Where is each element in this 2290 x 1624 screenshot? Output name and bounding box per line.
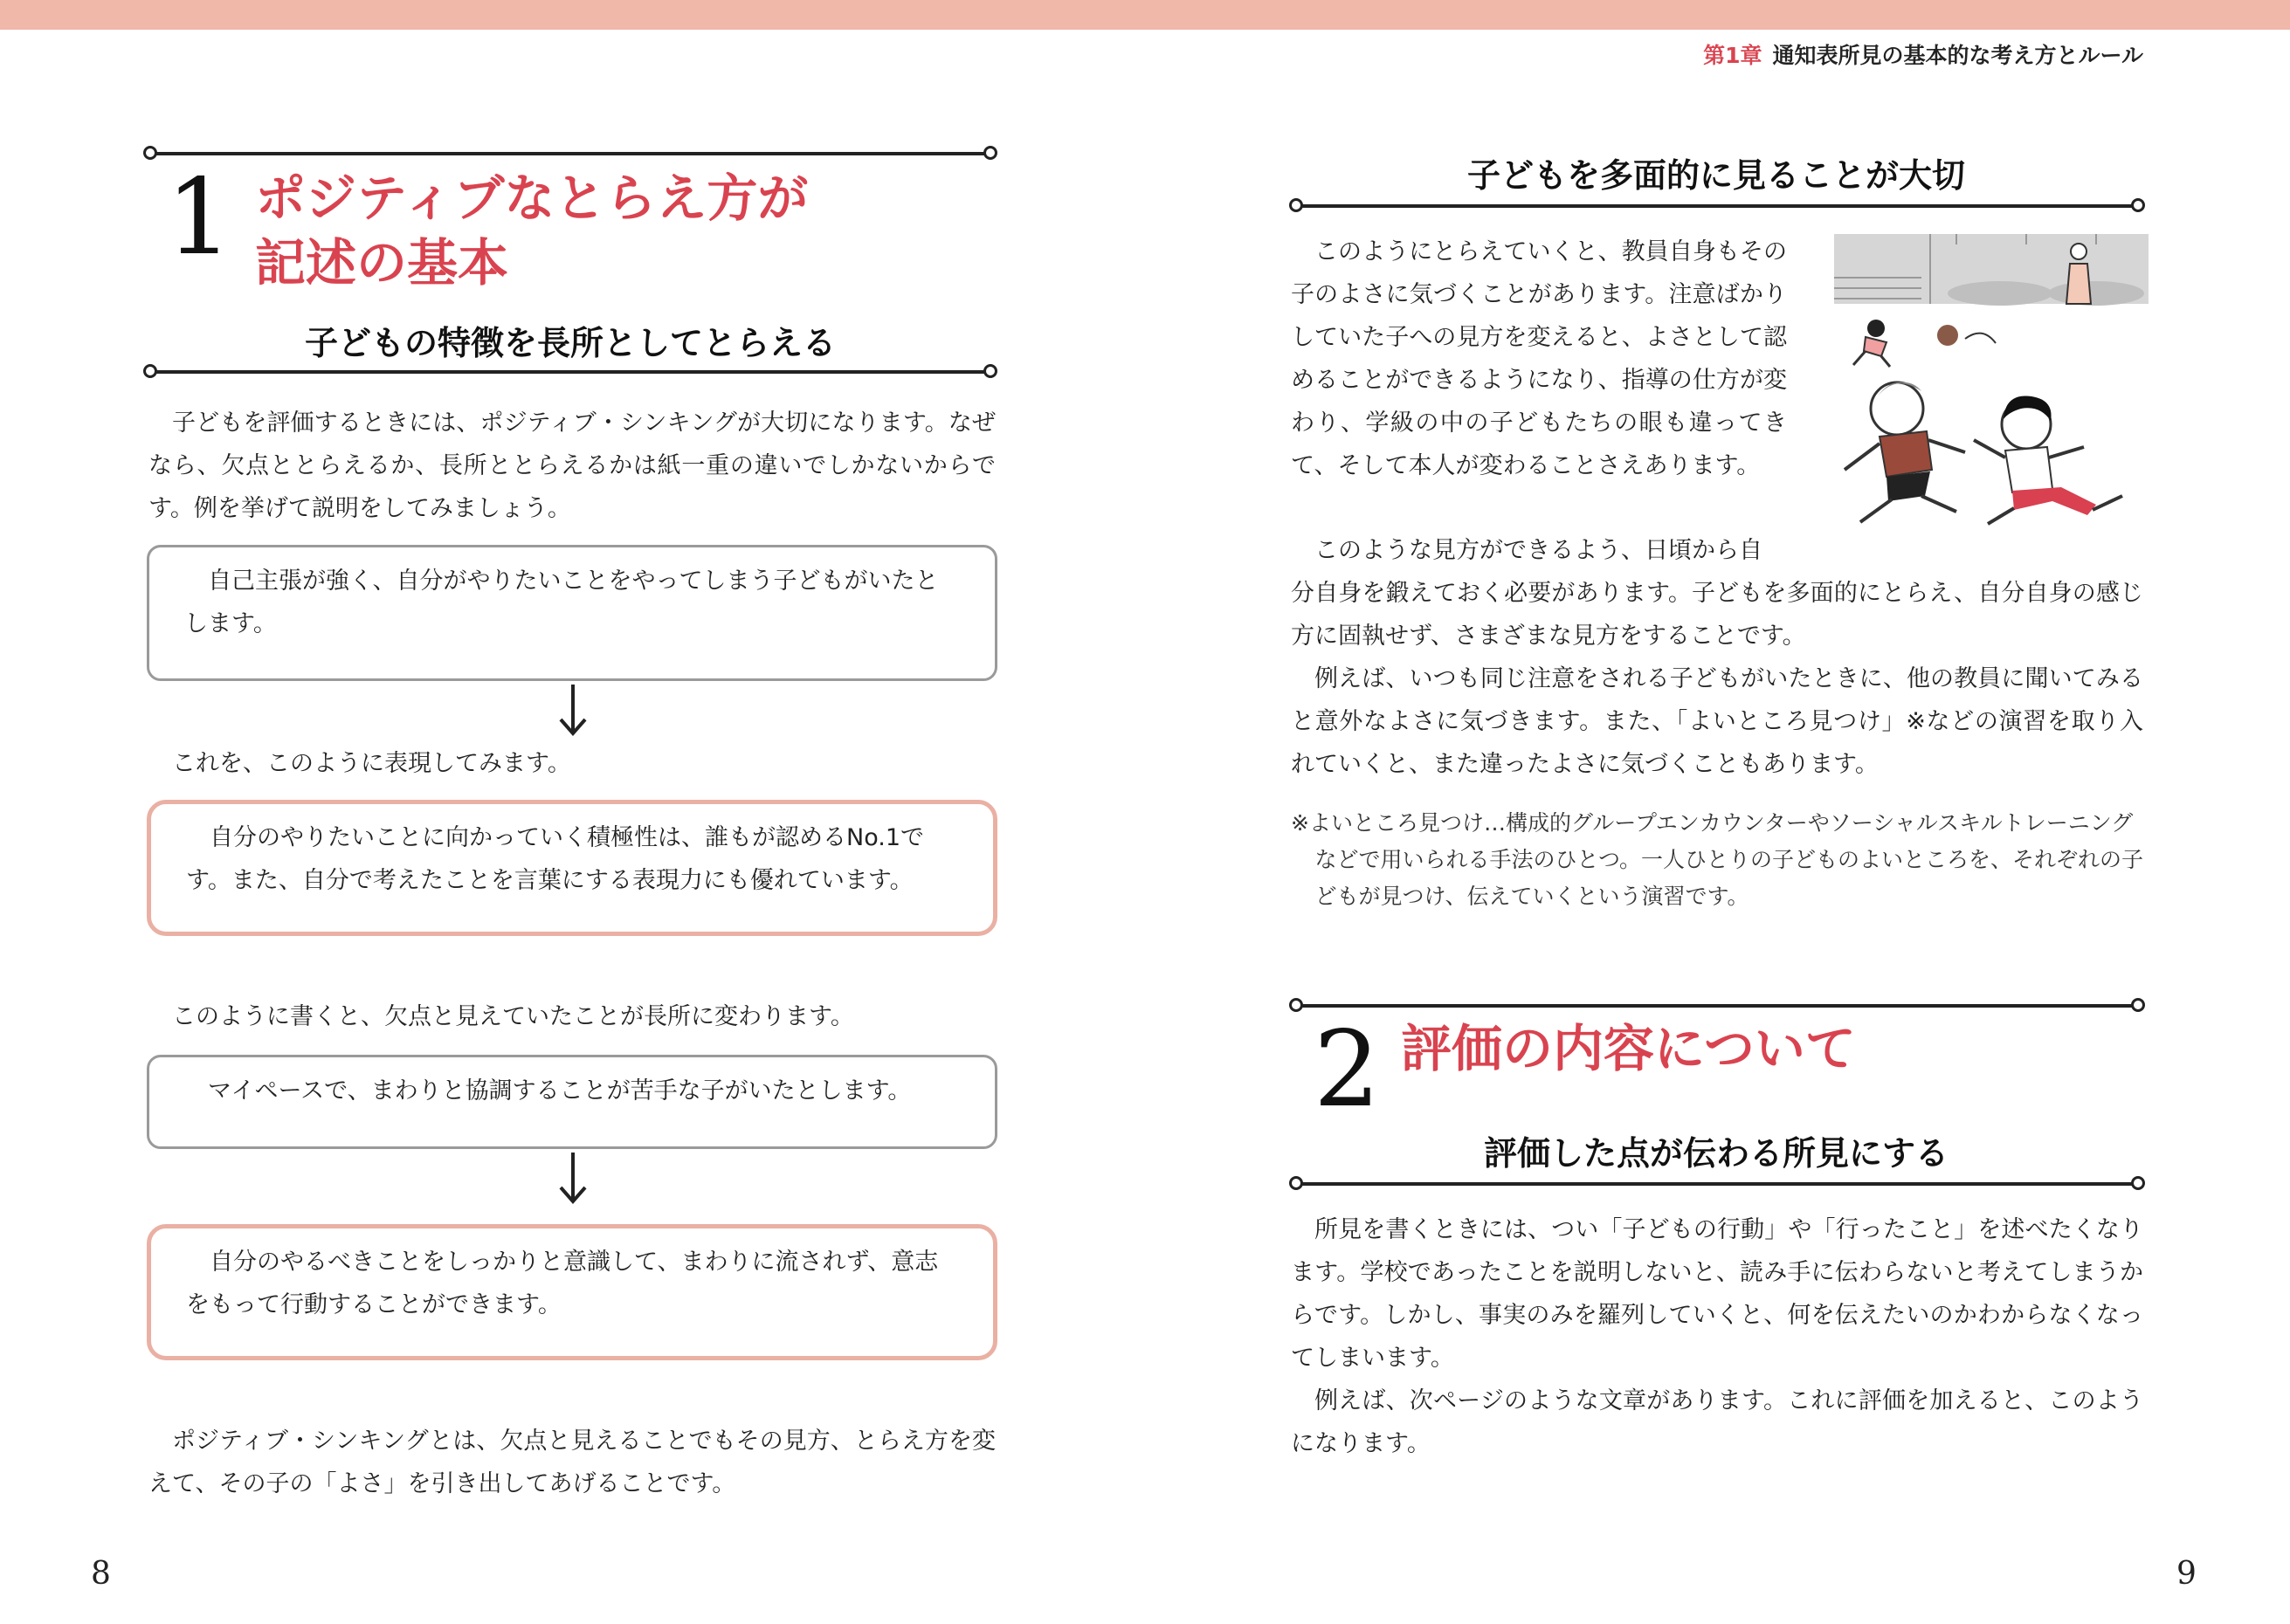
- page-number-left: 8: [91, 1556, 111, 1592]
- example1-trait-box: [147, 545, 997, 681]
- transition2-text: このように書くと、欠点と見えていたことが長所に変わります。: [172, 1003, 854, 1030]
- example2-trait-box: [147, 1055, 997, 1149]
- section1-title: [255, 166, 808, 295]
- transition2: [148, 995, 996, 1038]
- example2-trait-text: マイペースで、まわりと協調することが苦手な子がいたとします。: [208, 1077, 912, 1104]
- transition1-text: これを、このように表現してみます。: [172, 750, 571, 777]
- section1-sub-rule: [154, 370, 987, 374]
- chapter-title: 通知表所見の基本的な考え方とルール: [1772, 43, 2143, 68]
- multifaceted-para2a-text: このような見方ができるよう、日頃から自: [1314, 537, 1762, 564]
- section2-number: 2: [1314, 1009, 1381, 1131]
- section2-para2-text: 例えば、次ページのような文章があります。これに評価を加えると、このようになります。: [1291, 1387, 2143, 1457]
- multifaceted-para2b: [1291, 572, 2143, 657]
- multifaceted-para3: [1291, 657, 2143, 786]
- section2-sub-rule: [1300, 1182, 2135, 1186]
- boy-left-figure: [1845, 382, 1965, 522]
- down-arrow-icon: [555, 1149, 590, 1205]
- multifaceted-para3-text: 例えば、いつも同じ注意をされる子どもがいたときに、他の教員に聞いてみると意外なよさに気づきます。また、「よいところ見つけ」※などの演習を取り入れていくと、また違ったよさに気づくこともあります。: [1291, 665, 2143, 778]
- down-arrow-icon: [555, 681, 590, 737]
- section1-number: 1: [166, 157, 233, 279]
- multifaceted-para1-text: このようにとらえていくと、教員自身もその子のよさに気づくことがあります。注意ばかりしていた子への見方を変えると、よさとして認めることができるようになり、指導の仕方が変わり、学級の中の子どもたちの眼も違ってきて、そして本人が変わることさえあります。: [1291, 238, 1787, 479]
- motion-line: [1965, 334, 1996, 343]
- small-child-figure: [1853, 320, 1890, 367]
- playground-background: [1834, 234, 2149, 306]
- example2-positive-box: [147, 1224, 997, 1360]
- chapter-label: 第1章: [1703, 43, 1762, 68]
- section1-intro: [148, 402, 996, 530]
- children-playing-ball-illustration: [1834, 234, 2149, 531]
- section2-subheading: 評価した点が伝わる所見にする: [1483, 1134, 1949, 1173]
- section2-top-rule: [1300, 1004, 2135, 1008]
- example2-positive-text: 自分のやるべきことをしっかりと意識して、まわりに流されず、意志をもって行動することができます。: [186, 1249, 939, 1318]
- section1-top-rule: [154, 152, 987, 155]
- section1-subheading: 子どもの特徴を長所としてとらえる: [304, 324, 836, 362]
- running-header: [1703, 38, 2143, 70]
- section1-conclusion: [148, 1420, 996, 1505]
- section2-title: 評価の内容について: [1401, 1019, 1856, 1078]
- page-number-right: 9: [2176, 1556, 2197, 1592]
- multifaceted-heading: 子どもを多面的に見ることが大切: [1466, 156, 1965, 195]
- multifaceted-rule: [1300, 204, 2135, 208]
- section1-title-line1: ポジティブなとらえ方が: [255, 169, 809, 228]
- footnote-text: ※よいところ見つけ…構成的グループエンカウンターやソーシャルスキルトレーニングなどで用いられる手法のひとつ。一人ひとりの子どものよいところを、それぞれの子どもが見つけ、伝えていくという演習です。: [1291, 810, 2144, 909]
- section2-para2: [1291, 1380, 2143, 1465]
- section2-para1: [1291, 1208, 2143, 1380]
- section1-title-line2: 記述の基本: [255, 233, 509, 292]
- transition1: [148, 742, 996, 785]
- section2-para1-text: 所見を書くときには、つい「子どもの行動」や「行ったこと」を述べたくなります。学校であったことを説明しないと、読み手に伝わらないと考えてしまうからです。しかし、事実のみを羅列していくと、何を伝えたいのかわからなくなってしまいます。: [1291, 1216, 2143, 1372]
- boy-right-figure: [1974, 396, 2122, 524]
- example1-positive-text: 自分のやりたいことに向かっていく積極性は、誰もが認めるNo.1です。また、自分で考えたことを言葉にする表現力にも優れています。: [186, 824, 925, 894]
- teacher-figure: [2066, 244, 2091, 304]
- multifaceted-para2a: [1291, 529, 1787, 572]
- top-color-bar: [0, 0, 2290, 30]
- multifaceted-para1: [1291, 231, 1787, 487]
- example1-positive-box: [147, 800, 997, 936]
- ball: [1937, 325, 1958, 346]
- footnote: [1291, 805, 2143, 915]
- example1-trait-text: 自己主張が強く、自分がやりたいことをやってしまう子どもがいたとします。: [184, 568, 939, 637]
- multifaceted-para2b-text: 分自身を鍛えておく必要があります。子どもを多面的にとらえ、自分自身の感じ方に固執せず、さまざまな見方をすることです。: [1291, 580, 2143, 650]
- section1-conclusion-text: ポジティブ・シンキングとは、欠点と見えることでもその見方、とらえ方を変えて、その子の「よさ」を引き出してあげることです。: [148, 1428, 996, 1497]
- section1-intro-text: 子どもを評価するときには、ポジティブ・シンキングが大切になります。なぜなら、欠点ととらえるか、長所ととらえるかは紙一重の違いでしかないからです。例を挙げて説明をしてみましょう。: [148, 409, 996, 522]
